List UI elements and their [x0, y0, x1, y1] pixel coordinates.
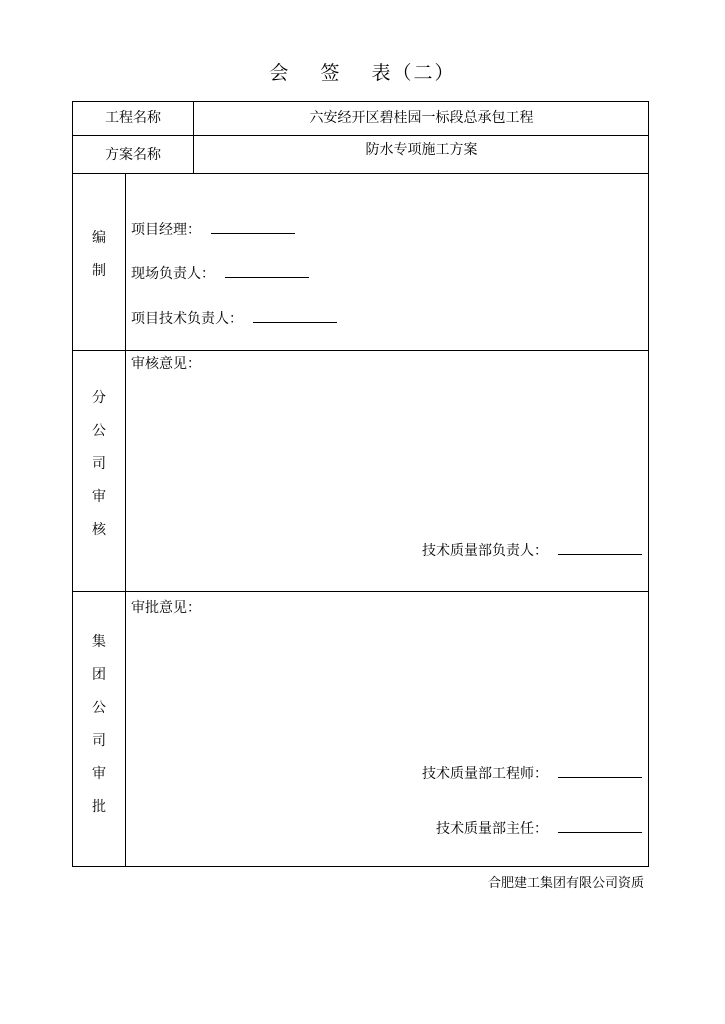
group-opinion-label: 审批意见：: [131, 600, 201, 616]
site-lead-field: [131, 263, 309, 283]
branch-signer-signature-line[interactable]: [558, 540, 642, 555]
label-char: 公: [92, 423, 106, 439]
project-manager-label: 项目经理：: [131, 222, 201, 238]
label-char: 制: [92, 263, 106, 279]
column-divider: [125, 173, 126, 867]
label-char: 司: [92, 733, 106, 749]
label-char: 分: [92, 390, 106, 406]
label-char: 集: [92, 634, 106, 650]
tech-lead-label: 项目技术负责人：: [131, 311, 243, 327]
group-engineer-label: 技术质量部工程师：: [422, 766, 548, 782]
label-char: 批: [92, 799, 106, 815]
label-char: 编: [92, 230, 106, 246]
title-char-2: 签: [320, 62, 342, 84]
row-divider: [73, 173, 648, 174]
group-director-field: [436, 818, 642, 838]
plan-name-value: 防水专项施工方案: [365, 142, 478, 158]
project-name-value: 六安经开区碧桂园一标段总承包工程: [309, 110, 534, 126]
label-char: 审: [92, 766, 106, 782]
group-director-signature-line[interactable]: [558, 818, 642, 833]
row-divider: [73, 591, 648, 592]
label-char: 审: [92, 489, 106, 505]
row-divider: [73, 350, 648, 351]
plan-name-label: 方案名称: [105, 147, 161, 163]
tech-lead-field: [131, 308, 337, 328]
site-lead-label: 现场负责人：: [131, 266, 215, 282]
label-char: 公: [92, 700, 106, 716]
title-char-3: 表（二）: [371, 62, 456, 84]
label-char: 核: [92, 522, 106, 538]
group-director-label: 技术质量部主任：: [436, 821, 548, 837]
tech-lead-signature-line[interactable]: [253, 308, 337, 323]
sign-off-table: [72, 101, 649, 867]
branch-section-label: [73, 382, 125, 547]
compile-section-label: [73, 222, 125, 288]
title-char-1: 会: [269, 62, 291, 84]
page-title: [0, 58, 725, 85]
project-manager-field: [131, 219, 295, 239]
branch-signer-label: 技术质量部负责人：: [422, 543, 548, 559]
group-engineer-signature-line[interactable]: [558, 763, 642, 778]
label-char: 司: [92, 456, 106, 472]
group-engineer-field: [422, 763, 642, 783]
group-section-label: [73, 626, 125, 824]
company-footer: 合肥建工集团有限公司资质: [487, 876, 644, 891]
branch-opinion-label: 审核意见：: [131, 356, 201, 372]
branch-signer-field: [422, 540, 642, 560]
site-lead-signature-line[interactable]: [225, 263, 309, 278]
label-char: 团: [92, 667, 106, 683]
project-name-label: 工程名称: [105, 110, 161, 126]
project-manager-signature-line[interactable]: [211, 219, 295, 234]
